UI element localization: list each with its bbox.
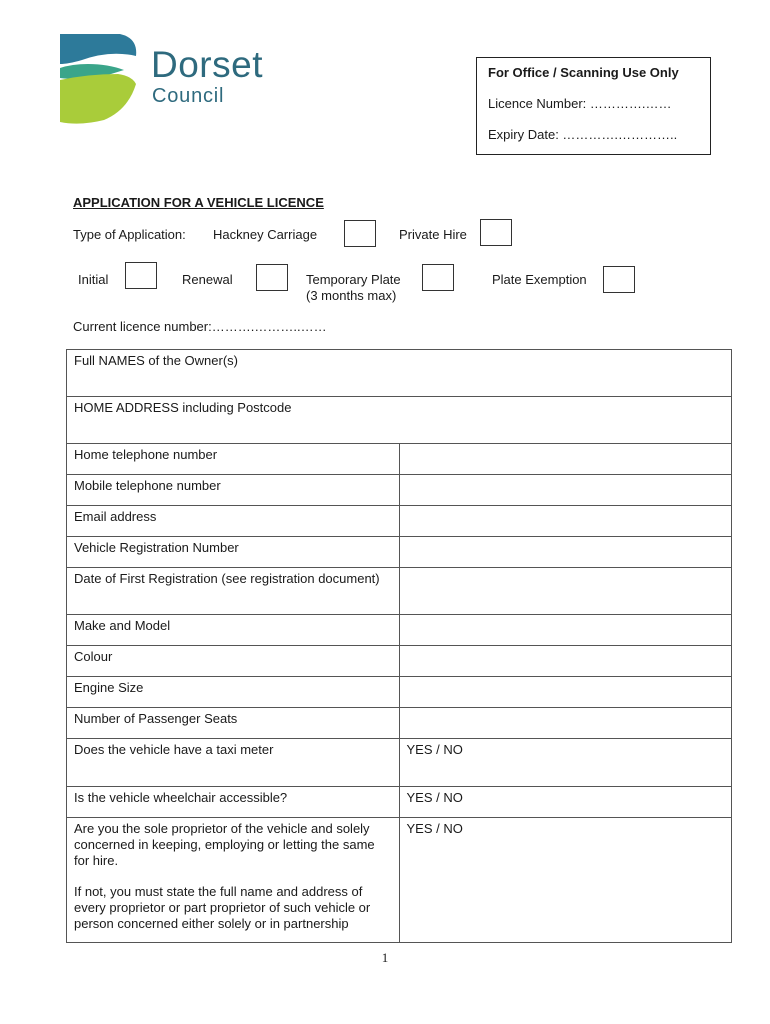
- logo-wordmark-dorset: Dorset: [151, 44, 263, 85]
- make-model-field[interactable]: [399, 615, 732, 646]
- taxi-meter-field[interactable]: YES / NO: [399, 739, 732, 787]
- application-form-table: [66, 349, 732, 943]
- row-label: Is the vehicle wheelchair accessible?: [67, 787, 400, 818]
- sole-proprietor-cell: [67, 818, 400, 943]
- email-field[interactable]: [399, 506, 732, 537]
- engine-size-field[interactable]: [399, 677, 732, 708]
- private-hire-label: Private Hire: [399, 227, 467, 242]
- home-address-field[interactable]: HOME ADDRESS including Postcode: [67, 397, 732, 444]
- temporary-plate-checkbox[interactable]: [422, 264, 454, 291]
- row-label: Date of First Registration (see registration document): [67, 568, 400, 615]
- office-use-box: [476, 57, 711, 155]
- passenger-seats-field[interactable]: [399, 708, 732, 739]
- home-telephone-field[interactable]: [399, 444, 732, 475]
- temporary-plate-label: Temporary Plate: [306, 272, 401, 287]
- first-registration-date-field[interactable]: [399, 568, 732, 615]
- wheelchair-accessible-field[interactable]: YES / NO: [399, 787, 732, 818]
- table-row: [67, 818, 732, 943]
- private-hire-checkbox[interactable]: [480, 219, 512, 246]
- temporary-plate-note: (3 months max): [306, 288, 397, 303]
- plate-exemption-label: Plate Exemption: [492, 272, 587, 287]
- table-row: [67, 537, 732, 568]
- form-title: APPLICATION FOR A VEHICLE LICENCE: [73, 195, 324, 210]
- table-row: [67, 475, 732, 506]
- logo-wordmark-council: Council: [152, 85, 225, 107]
- table-row: [67, 646, 732, 677]
- table-row: [67, 615, 732, 646]
- table-row: [67, 350, 732, 397]
- row-label: Mobile telephone number: [67, 475, 400, 506]
- table-row: [67, 568, 732, 615]
- office-expiry-date: Expiry Date: ………….…………..: [488, 127, 678, 142]
- row-label: Vehicle Registration Number: [67, 537, 400, 568]
- table-row: [67, 506, 732, 537]
- type-of-application-label: Type of Application:: [73, 227, 186, 242]
- office-use-heading: For Office / Scanning Use Only: [488, 65, 679, 80]
- table-row: [67, 677, 732, 708]
- table-row: [67, 444, 732, 475]
- vehicle-registration-field[interactable]: [399, 537, 732, 568]
- sole-proprietor-field[interactable]: YES / NO: [399, 818, 732, 943]
- owner-names-field[interactable]: Full NAMES of the Owner(s): [67, 350, 732, 397]
- mobile-telephone-field[interactable]: [399, 475, 732, 506]
- row-label: Make and Model: [67, 615, 400, 646]
- row-label: Are you the sole proprietor of the vehicle and solely concerned in keeping, employing or letting the same for hire.: [74, 821, 375, 868]
- row-label: Email address: [67, 506, 400, 537]
- row-label: Engine Size: [67, 677, 400, 708]
- row-label: Colour: [67, 646, 400, 677]
- table-row: [67, 739, 732, 787]
- colour-field[interactable]: [399, 646, 732, 677]
- initial-label: Initial: [78, 272, 109, 287]
- logo-mark-icon: [58, 34, 153, 126]
- hackney-carriage-label: Hackney Carriage: [213, 227, 318, 242]
- table-row: [67, 708, 732, 739]
- row-label-note: If not, you must state the full name and address of every proprietor or part proprietor of such vehicle or person concerned either solely or in partnership: [74, 884, 371, 931]
- current-licence-number: Current licence number:……….………..……: [73, 319, 327, 334]
- row-label: Number of Passenger Seats: [67, 708, 400, 739]
- renewal-checkbox[interactable]: [256, 264, 288, 291]
- renewal-label: Renewal: [182, 272, 233, 287]
- hackney-carriage-checkbox[interactable]: [344, 220, 376, 247]
- row-label: Home telephone number: [67, 444, 400, 475]
- row-label: Does the vehicle have a taxi meter: [67, 739, 400, 787]
- table-row: [67, 787, 732, 818]
- initial-checkbox[interactable]: [125, 262, 157, 289]
- page-number: 1: [381, 950, 389, 965]
- table-row: [67, 397, 732, 444]
- plate-exemption-checkbox[interactable]: [603, 266, 635, 293]
- office-licence-number: Licence Number: ………….……: [488, 96, 672, 111]
